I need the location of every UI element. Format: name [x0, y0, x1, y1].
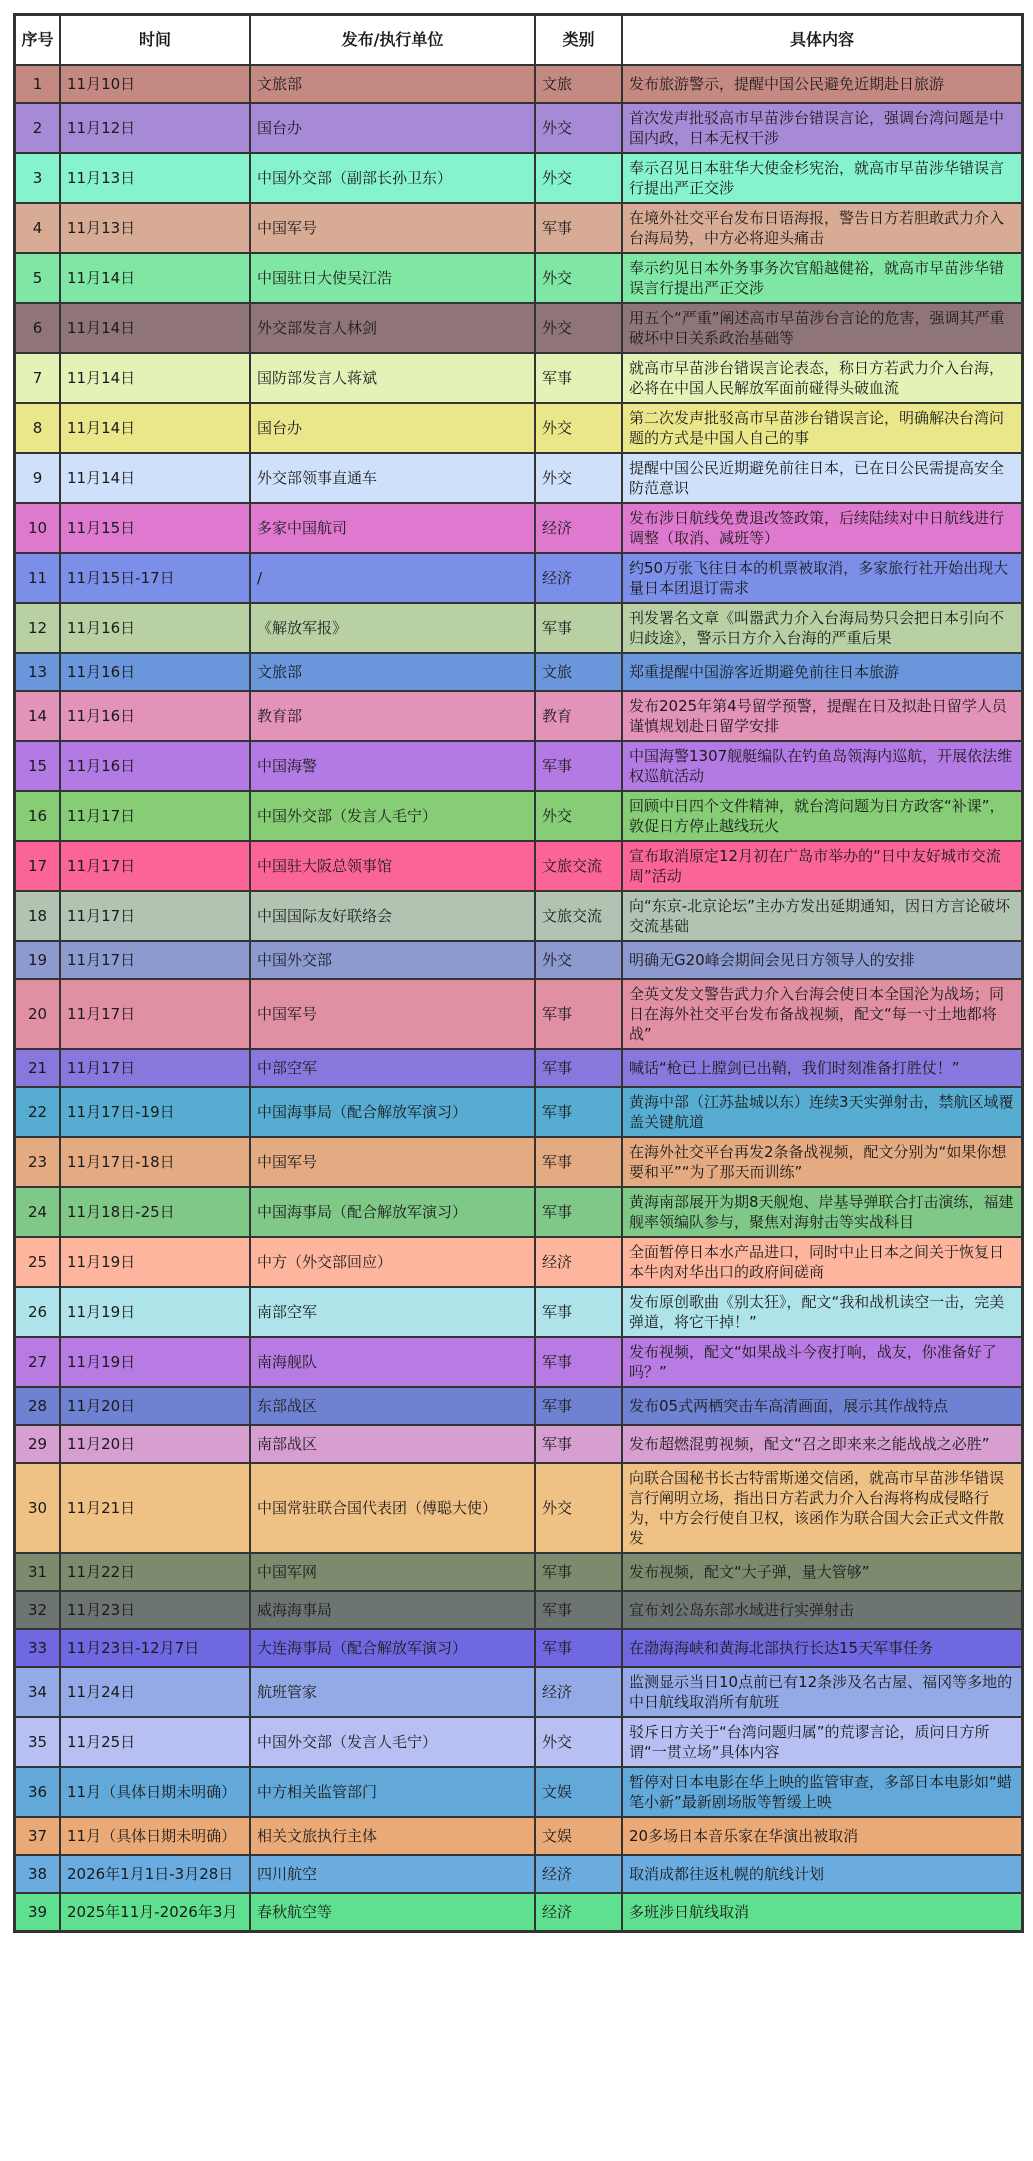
time-cell: 11月17日-18日 — [60, 1137, 250, 1187]
category-cell: 军事 — [535, 1337, 622, 1387]
time-cell: 11月（具体日期未明确） — [60, 1767, 250, 1817]
unit-cell: 四川航空 — [250, 1855, 535, 1893]
time-cell: 11月10日 — [60, 65, 250, 103]
events-table-container — [13, 13, 1020, 1933]
table-row — [15, 1629, 1022, 1667]
category-cell: 军事 — [535, 1287, 622, 1337]
table-row — [15, 403, 1022, 453]
table-row — [15, 1387, 1022, 1425]
content-cell: 发布2025年第4号留学预警，提醒在日及拟赴日留学人员谨慎规划赴日留学安排 — [622, 691, 1022, 741]
category-cell: 经济 — [535, 503, 622, 553]
table-row — [15, 1553, 1022, 1591]
time-cell: 11月14日 — [60, 403, 250, 453]
index-cell: 35 — [15, 1717, 60, 1767]
header-index: 序号 — [15, 15, 60, 65]
header-time: 时间 — [60, 15, 250, 65]
category-cell: 文旅 — [535, 653, 622, 691]
table-row — [15, 1767, 1022, 1817]
content-cell: 黄海南部展开为期8天舰炮、岸基导弹联合打击演练，福建舰率领编队参与，聚焦对海射击等实战科目 — [622, 1187, 1022, 1237]
category-cell: 军事 — [535, 1425, 622, 1463]
unit-cell: 中部空军 — [250, 1049, 535, 1087]
index-cell: 30 — [15, 1463, 60, 1553]
index-cell: 24 — [15, 1187, 60, 1237]
table-row — [15, 1463, 1022, 1553]
content-cell: 驳斥日方关于“台湾问题归属”的荒谬言论，质问日方所谓“一贯立场”具体内容 — [622, 1717, 1022, 1767]
unit-cell: / — [250, 553, 535, 603]
time-cell: 11月17日 — [60, 841, 250, 891]
content-cell: 在海外社交平台再发2条备战视频，配文分别为“如果你想要和平”“为了那天而训练” — [622, 1137, 1022, 1187]
unit-cell: 教育部 — [250, 691, 535, 741]
index-cell: 14 — [15, 691, 60, 741]
index-cell: 37 — [15, 1817, 60, 1855]
unit-cell: 中国外交部（发言人毛宁） — [250, 1717, 535, 1767]
time-cell: 11月19日 — [60, 1287, 250, 1337]
category-cell: 文旅 — [535, 65, 622, 103]
index-cell: 12 — [15, 603, 60, 653]
unit-cell: 国台办 — [250, 103, 535, 153]
table-row — [15, 553, 1022, 603]
index-cell: 8 — [15, 403, 60, 453]
content-cell: 喊话“枪已上膛剑已出鞘，我们时刻准备打胜仗！” — [622, 1049, 1022, 1087]
category-cell: 文娱 — [535, 1767, 622, 1817]
index-cell: 1 — [15, 65, 60, 103]
time-cell: 11月22日 — [60, 1553, 250, 1591]
category-cell: 外交 — [535, 403, 622, 453]
time-cell: 11月15日 — [60, 503, 250, 553]
content-cell: 提醒中国公民近期避免前往日本，已在日公民需提高安全防范意识 — [622, 453, 1022, 503]
table-row — [15, 1717, 1022, 1767]
time-cell: 11月14日 — [60, 253, 250, 303]
table-row — [15, 603, 1022, 653]
index-cell: 38 — [15, 1855, 60, 1893]
unit-cell: 外交部发言人林剑 — [250, 303, 535, 353]
index-cell: 31 — [15, 1553, 60, 1591]
index-cell: 29 — [15, 1425, 60, 1463]
table-row — [15, 1237, 1022, 1287]
time-cell: 11月16日 — [60, 653, 250, 691]
index-cell: 17 — [15, 841, 60, 891]
time-cell: 11月23日-12月7日 — [60, 1629, 250, 1667]
table-row — [15, 453, 1022, 503]
category-cell: 外交 — [535, 453, 622, 503]
content-cell: 向“东京-北京论坛”主办方发出延期通知，因日方言论破坏交流基础 — [622, 891, 1022, 941]
table-row — [15, 1425, 1022, 1463]
unit-cell: 中国常驻联合国代表团（傅聪大使） — [250, 1463, 535, 1553]
time-cell: 2026年1月1日-3月28日 — [60, 1855, 250, 1893]
time-cell: 11月25日 — [60, 1717, 250, 1767]
table-row — [15, 503, 1022, 553]
unit-cell: 中国海事局（配合解放军演习） — [250, 1187, 535, 1237]
table-row — [15, 1137, 1022, 1187]
time-cell: 11月17日 — [60, 979, 250, 1049]
content-cell: 全面暂停日本水产品进口，同时中止日本之间关于恢复日本牛肉对华出口的政府间磋商 — [622, 1237, 1022, 1287]
category-cell: 外交 — [535, 791, 622, 841]
table-row — [15, 253, 1022, 303]
time-cell: 11月（具体日期未明确） — [60, 1817, 250, 1855]
index-cell: 33 — [15, 1629, 60, 1667]
category-cell: 文娱 — [535, 1817, 622, 1855]
time-cell: 11月17日-19日 — [60, 1087, 250, 1137]
content-cell: 用五个“严重”阐述高市早苗涉台言论的危害，强调其严重破坏中日关系政治基础等 — [622, 303, 1022, 353]
table-row — [15, 1855, 1022, 1893]
unit-cell: 中国外交部 — [250, 941, 535, 979]
table-row — [15, 1187, 1022, 1237]
time-cell: 11月16日 — [60, 741, 250, 791]
unit-cell: 中国军号 — [250, 979, 535, 1049]
time-cell: 2025年11月-2026年3月 — [60, 1893, 250, 1931]
unit-cell: 中方相关监管部门 — [250, 1767, 535, 1817]
content-cell: 发布超燃混剪视频，配文“召之即来来之能战战之必胜” — [622, 1425, 1022, 1463]
events-table — [13, 13, 1024, 1933]
unit-cell: 多家中国航司 — [250, 503, 535, 553]
table-row — [15, 1667, 1022, 1717]
unit-cell: 南部空军 — [250, 1287, 535, 1337]
table-row — [15, 103, 1022, 153]
content-cell: 发布原创歌曲《别太狂》，配文“我和战机读空一击，完美弹道，将它干掉！” — [622, 1287, 1022, 1337]
table-row — [15, 1087, 1022, 1137]
category-cell: 外交 — [535, 303, 622, 353]
index-cell: 3 — [15, 153, 60, 203]
table-body — [15, 65, 1022, 1931]
table-row — [15, 65, 1022, 103]
index-cell: 26 — [15, 1287, 60, 1337]
content-cell: 明确无G20峰会期间会见日方领导人的安排 — [622, 941, 1022, 979]
unit-cell: 中国海警 — [250, 741, 535, 791]
content-cell: 发布05式两栖突击车高清画面，展示其作战特点 — [622, 1387, 1022, 1425]
unit-cell: 国防部发言人蒋斌 — [250, 353, 535, 403]
content-cell: 20多场日本音乐家在华演出被取消 — [622, 1817, 1022, 1855]
content-cell: 郑重提醒中国游客近期避免前往日本旅游 — [622, 653, 1022, 691]
index-cell: 39 — [15, 1893, 60, 1931]
category-cell: 教育 — [535, 691, 622, 741]
table-row — [15, 203, 1022, 253]
content-cell: 刊发署名文章《叫嚣武力介入台海局势只会把日本引向不归歧途》，警示日方介入台海的严重后果 — [622, 603, 1022, 653]
content-cell: 约50万张飞往日本的机票被取消，多家旅行社开始出现大量日本团退订需求 — [622, 553, 1022, 603]
time-cell: 11月13日 — [60, 203, 250, 253]
index-cell: 32 — [15, 1591, 60, 1629]
time-cell: 11月21日 — [60, 1463, 250, 1553]
unit-cell: 东部战区 — [250, 1387, 535, 1425]
content-cell: 在渤海海峡和黄海北部执行长达15天军事任务 — [622, 1629, 1022, 1667]
category-cell: 军事 — [535, 1087, 622, 1137]
category-cell: 外交 — [535, 103, 622, 153]
content-cell: 奉示约见日本外务事务次官船越健裕，就高市早苗涉华错误言行提出严正交涉 — [622, 253, 1022, 303]
index-cell: 27 — [15, 1337, 60, 1387]
index-cell: 11 — [15, 553, 60, 603]
content-cell: 发布视频，配文“大子弹，量大管够” — [622, 1553, 1022, 1591]
index-cell: 28 — [15, 1387, 60, 1425]
content-cell: 发布视频，配文“如果战斗今夜打响，战友，你准备好了吗？” — [622, 1337, 1022, 1387]
category-cell: 经济 — [535, 553, 622, 603]
index-cell: 22 — [15, 1087, 60, 1137]
category-cell: 外交 — [535, 253, 622, 303]
table-row — [15, 353, 1022, 403]
unit-cell: 文旅部 — [250, 65, 535, 103]
unit-cell: 中国军号 — [250, 203, 535, 253]
category-cell: 外交 — [535, 153, 622, 203]
table-row — [15, 653, 1022, 691]
category-cell: 经济 — [535, 1855, 622, 1893]
unit-cell: 大连海事局（配合解放军演习） — [250, 1629, 535, 1667]
category-cell: 军事 — [535, 1187, 622, 1237]
category-cell: 军事 — [535, 979, 622, 1049]
category-cell: 外交 — [535, 1463, 622, 1553]
header-unit: 发布/执行单位 — [250, 15, 535, 65]
unit-cell: 春秋航空等 — [250, 1893, 535, 1931]
time-cell: 11月13日 — [60, 153, 250, 203]
unit-cell: 中国驻日大使吴江浩 — [250, 253, 535, 303]
content-cell: 第二次发声批驳高市早苗涉台错误言论，明确解决台湾问题的方式是中国人自己的事 — [622, 403, 1022, 453]
content-cell: 暂停对日本电影在华上映的监管审查，多部日本电影如“蜡笔小新”最新剧场版等暂缓上映 — [622, 1767, 1022, 1817]
table-row — [15, 979, 1022, 1049]
index-cell: 15 — [15, 741, 60, 791]
time-cell: 11月14日 — [60, 453, 250, 503]
content-cell: 就高市早苗涉台错误言论表态，称日方若武力介入台海，必将在中国人民解放军面前碰得头破血流 — [622, 353, 1022, 403]
unit-cell: 中国驻大阪总领事馆 — [250, 841, 535, 891]
header-category: 类别 — [535, 15, 622, 65]
category-cell: 军事 — [535, 203, 622, 253]
unit-cell: 《解放军报》 — [250, 603, 535, 653]
index-cell: 18 — [15, 891, 60, 941]
index-cell: 36 — [15, 1767, 60, 1817]
time-cell: 11月24日 — [60, 1667, 250, 1717]
table-row — [15, 1337, 1022, 1387]
content-cell: 监测显示当日10点前已有12条涉及名古屋、福冈等多地的中日航线取消所有航班 — [622, 1667, 1022, 1717]
content-cell: 取消成都往返札幌的航线计划 — [622, 1855, 1022, 1893]
unit-cell: 中国海事局（配合解放军演习） — [250, 1087, 535, 1137]
time-cell: 11月16日 — [60, 603, 250, 653]
unit-cell: 南部战区 — [250, 1425, 535, 1463]
content-cell: 首次发声批驳高市早苗涉台错误言论，强调台湾问题是中国内政，日本无权干涉 — [622, 103, 1022, 153]
unit-cell: 中国军网 — [250, 1553, 535, 1591]
content-cell: 发布涉日航线免费退改签政策，后续陆续对中日航线进行调整（取消、减班等） — [622, 503, 1022, 553]
table-row — [15, 153, 1022, 203]
category-cell: 军事 — [535, 603, 622, 653]
category-cell: 经济 — [535, 1893, 622, 1931]
time-cell: 11月15日-17日 — [60, 553, 250, 603]
content-cell: 多班涉日航线取消 — [622, 1893, 1022, 1931]
unit-cell: 南海舰队 — [250, 1337, 535, 1387]
time-cell: 11月18日-25日 — [60, 1187, 250, 1237]
index-cell: 34 — [15, 1667, 60, 1717]
unit-cell: 中国国际友好联络会 — [250, 891, 535, 941]
content-cell: 宣布刘公岛东部水域进行实弹射击 — [622, 1591, 1022, 1629]
time-cell: 11月17日 — [60, 1049, 250, 1087]
category-cell: 军事 — [535, 741, 622, 791]
unit-cell: 航班管家 — [250, 1667, 535, 1717]
content-cell: 向联合国秘书长古特雷斯递交信函，就高市早苗涉华错误言行阐明立场，指出日方若武力介入台海将构成侵略行为，中方会行使自卫权，该函作为联合国大会正式文件散发 — [622, 1463, 1022, 1553]
unit-cell: 文旅部 — [250, 653, 535, 691]
unit-cell: 国台办 — [250, 403, 535, 453]
content-cell: 奉示召见日本驻华大使金杉宪治，就高市早苗涉华错误言行提出严正交涉 — [622, 153, 1022, 203]
content-cell: 发布旅游警示，提醒中国公民避免近期赴日旅游 — [622, 65, 1022, 103]
table-row — [15, 891, 1022, 941]
content-cell: 全英文发文警告武力介入台海会使日本全国沦为战场；同日在海外社交平台发布备战视频，配文“每一寸土地都将战” — [622, 979, 1022, 1049]
category-cell: 军事 — [535, 1553, 622, 1591]
index-cell: 5 — [15, 253, 60, 303]
category-cell: 外交 — [535, 1717, 622, 1767]
content-cell: 中国海警1307舰艇编队在钓鱼岛领海内巡航，开展依法维权巡航活动 — [622, 741, 1022, 791]
table-row — [15, 303, 1022, 353]
time-cell: 11月14日 — [60, 303, 250, 353]
time-cell: 11月16日 — [60, 691, 250, 741]
unit-cell: 相关文旅执行主体 — [250, 1817, 535, 1855]
content-cell: 宣布取消原定12月初在广岛市举办的“日中友好城市交流周”活动 — [622, 841, 1022, 891]
time-cell: 11月14日 — [60, 353, 250, 403]
category-cell: 文旅交流 — [535, 841, 622, 891]
table-row — [15, 741, 1022, 791]
time-cell: 11月20日 — [60, 1425, 250, 1463]
unit-cell: 外交部领事直通车 — [250, 453, 535, 503]
index-cell: 7 — [15, 353, 60, 403]
index-cell: 25 — [15, 1237, 60, 1287]
category-cell: 军事 — [535, 1049, 622, 1087]
time-cell: 11月17日 — [60, 941, 250, 979]
time-cell: 11月17日 — [60, 791, 250, 841]
index-cell: 9 — [15, 453, 60, 503]
index-cell: 10 — [15, 503, 60, 553]
unit-cell: 中国军号 — [250, 1137, 535, 1187]
index-cell: 6 — [15, 303, 60, 353]
content-cell: 黄海中部（江苏盐城以东）连续3天实弹射击，禁航区域覆盖关键航道 — [622, 1087, 1022, 1137]
index-cell: 21 — [15, 1049, 60, 1087]
index-cell: 20 — [15, 979, 60, 1049]
table-row — [15, 1287, 1022, 1337]
table-row — [15, 841, 1022, 891]
content-cell: 在境外社交平台发布日语海报，警告日方若胆敢武力介入台海局势，中方必将迎头痛击 — [622, 203, 1022, 253]
index-cell: 19 — [15, 941, 60, 979]
category-cell: 军事 — [535, 1629, 622, 1667]
table-header-row — [15, 15, 1022, 65]
content-cell: 回顾中日四个文件精神，就台湾问题为日方政客“补课”，敦促日方停止越线玩火 — [622, 791, 1022, 841]
index-cell: 2 — [15, 103, 60, 153]
table-row — [15, 691, 1022, 741]
table-row — [15, 791, 1022, 841]
table-row — [15, 1591, 1022, 1629]
unit-cell: 中国外交部（发言人毛宁） — [250, 791, 535, 841]
unit-cell: 中方（外交部回应） — [250, 1237, 535, 1287]
index-cell: 4 — [15, 203, 60, 253]
category-cell: 外交 — [535, 941, 622, 979]
category-cell: 军事 — [535, 1137, 622, 1187]
category-cell: 军事 — [535, 1387, 622, 1425]
index-cell: 23 — [15, 1137, 60, 1187]
table-row — [15, 1817, 1022, 1855]
category-cell: 军事 — [535, 353, 622, 403]
header-content: 具体内容 — [622, 15, 1022, 65]
category-cell: 文旅交流 — [535, 891, 622, 941]
index-cell: 13 — [15, 653, 60, 691]
category-cell: 经济 — [535, 1667, 622, 1717]
time-cell: 11月23日 — [60, 1591, 250, 1629]
time-cell: 11月12日 — [60, 103, 250, 153]
category-cell: 军事 — [535, 1591, 622, 1629]
unit-cell: 威海海事局 — [250, 1591, 535, 1629]
table-row — [15, 1049, 1022, 1087]
table-row — [15, 1893, 1022, 1931]
time-cell: 11月19日 — [60, 1237, 250, 1287]
index-cell: 16 — [15, 791, 60, 841]
time-cell: 11月19日 — [60, 1337, 250, 1387]
table-row — [15, 941, 1022, 979]
time-cell: 11月20日 — [60, 1387, 250, 1425]
category-cell: 经济 — [535, 1237, 622, 1287]
time-cell: 11月17日 — [60, 891, 250, 941]
unit-cell: 中国外交部（副部长孙卫东） — [250, 153, 535, 203]
